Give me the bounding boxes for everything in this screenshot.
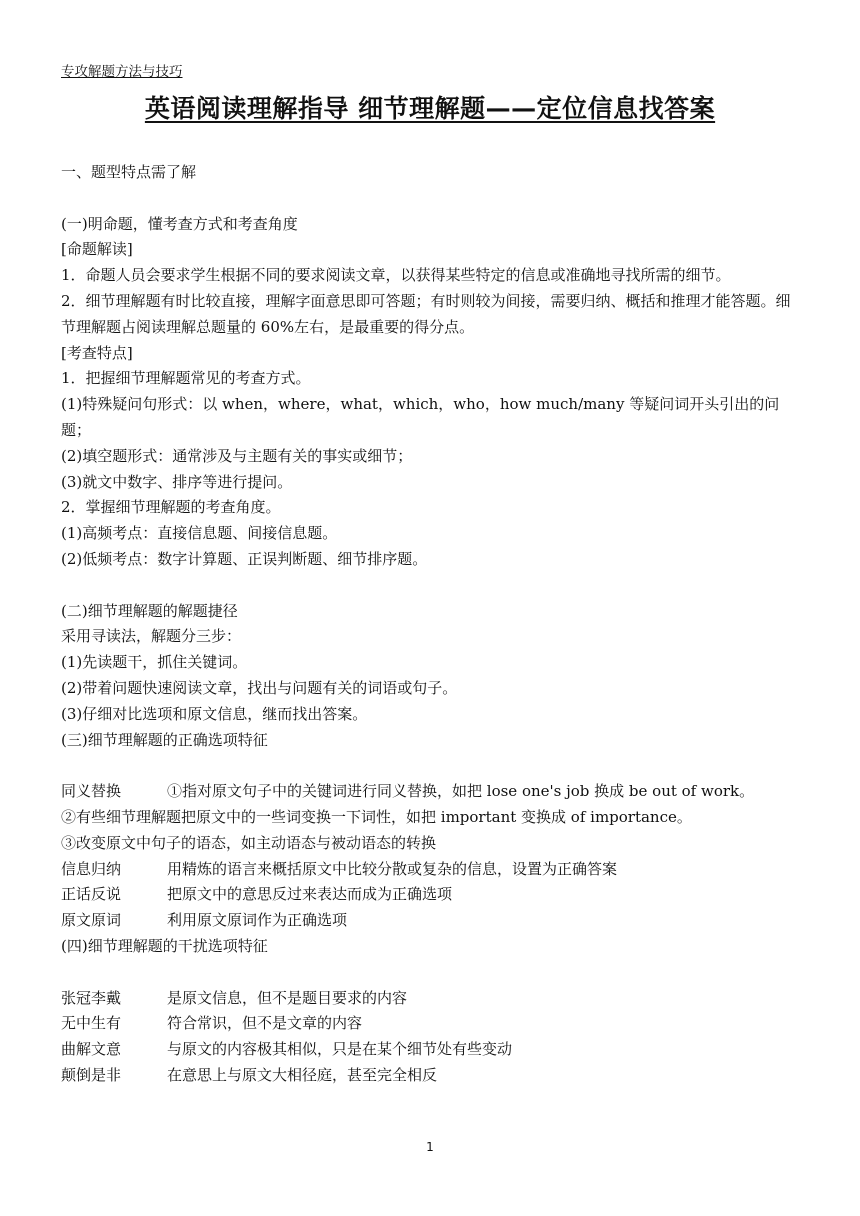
- spacer: [61, 186, 801, 212]
- feature-desc-line: ③改变原文中句子的语态，如主动语态与被动语态的转换: [61, 833, 437, 852]
- distractor-feature-row: [61, 1011, 801, 1037]
- feature-desc: 用精炼的语言来概括原文中比较分散或复杂的信息，设置为正确答案: [167, 859, 618, 878]
- part1-paragraph-4: (1)特殊疑问句形式：以 when，where，what，which，who，how much/many 等疑问词开头引出的问题；: [61, 395, 780, 439]
- feature-desc: 符合常识，但不是文章的内容: [167, 1014, 363, 1033]
- part2-step-2: (2)带着问题快速阅读文章，找出与问题有关的词语或句子。: [61, 678, 458, 697]
- document-body: [61, 160, 801, 1089]
- page-title: 英语阅读理解指导 细节理解题——定位信息找答案: [144, 94, 716, 123]
- part1-paragraph-7: 2．掌握细节理解题的考查角度。: [61, 498, 281, 517]
- part1-subheading-2: [考查特点]: [61, 343, 133, 362]
- feature-term: 信息归纳: [61, 859, 122, 878]
- part2-intro: 采用寻读法，解题分三步：: [61, 627, 242, 646]
- spacer: [61, 960, 801, 986]
- feature-term: 张冠李戴: [61, 988, 122, 1007]
- distractor-feature-row: [61, 1063, 801, 1089]
- correct-feature-row: [61, 882, 801, 908]
- feature-desc: 把原文中的意思反过来表达而成为正确选项: [167, 885, 453, 904]
- distractor-feature-row: [61, 1037, 801, 1063]
- feature-term: 原文原词: [61, 911, 122, 930]
- correct-feature-row: [61, 857, 801, 883]
- part1-subheading-1: [命题解读]: [61, 240, 133, 259]
- feature-desc: 利用原文原词作为正确选项: [167, 911, 348, 930]
- part1-paragraph-8: (1)高频考点：直接信息题、间接信息题。: [61, 524, 338, 543]
- part2-step-1: (1)先读题干，抓住关键词。: [61, 653, 248, 672]
- header-label: 专攻解题方法与技巧: [61, 64, 183, 80]
- part1-paragraph-3: 1．把握细节理解题常见的考查方式。: [61, 369, 311, 388]
- part1-paragraph-1: 1．命题人员会要求学生根据不同的要求阅读文章，以获得某些特定的信息或准确地寻找所需的细节。: [61, 266, 731, 285]
- feature-desc: 与原文的内容极其相似，只是在某个细节处有些变动: [167, 1040, 513, 1059]
- section-heading: 一、题型特点需了解: [61, 163, 197, 181]
- spacer: [61, 573, 801, 599]
- feature-desc: 在意思上与原文大相径庭，甚至完全相反: [167, 1065, 438, 1084]
- feature-term: 同义替换: [61, 782, 122, 801]
- part1-paragraph-2: 2．细节理解题有时比较直接，理解字面意思即可答题；有时则较为间接，需要归纳、概括和推理才能答题。细节理解题占阅读理解总题量的 60%左右，是最重要的得分点。: [61, 291, 791, 336]
- feature-desc: 是原文信息，但不是题目要求的内容: [167, 988, 408, 1007]
- part1-paragraph-6: (3)就文中数字、排序等进行提问。: [61, 472, 293, 491]
- part1-paragraph-9: (2)低频考点：数字计算题、正误判断题、细节排序题。: [61, 549, 428, 568]
- part2-step-3: (3)仔细对比选项和原文信息，继而找出答案。: [61, 704, 368, 723]
- part3-heading: (三)细节理解题的正确选项特征: [61, 730, 268, 749]
- feature-term: 无中生有: [61, 1014, 122, 1033]
- feature-term: 曲解文意: [61, 1040, 122, 1059]
- page-number: 1: [426, 1140, 434, 1154]
- part1-paragraph-5: (2)填空题形式：通常涉及与主题有关的事实或细节；: [61, 446, 413, 465]
- feature-term: 正话反说: [61, 885, 122, 904]
- part2-heading: (二)细节理解题的解题捷径: [61, 601, 238, 620]
- correct-feature-row: [61, 908, 801, 934]
- part4-heading: (四)细节理解题的干扰选项特征: [61, 936, 268, 955]
- feature-desc: ①指对原文句子中的关键词进行同义替换，如把 lose one's job 换成 be out of work。: [167, 782, 755, 801]
- part1-heading: (一)明命题，懂考查方式和考查角度: [61, 214, 298, 233]
- distractor-feature-row: [61, 986, 801, 1012]
- feature-term: 颠倒是非: [61, 1065, 122, 1084]
- feature-desc-line: ②有些细节理解题把原文中的一些词变换一下词性，如把 important 变换成 of importance。: [61, 807, 692, 826]
- spacer: [61, 753, 801, 779]
- correct-feature-row: [61, 779, 801, 805]
